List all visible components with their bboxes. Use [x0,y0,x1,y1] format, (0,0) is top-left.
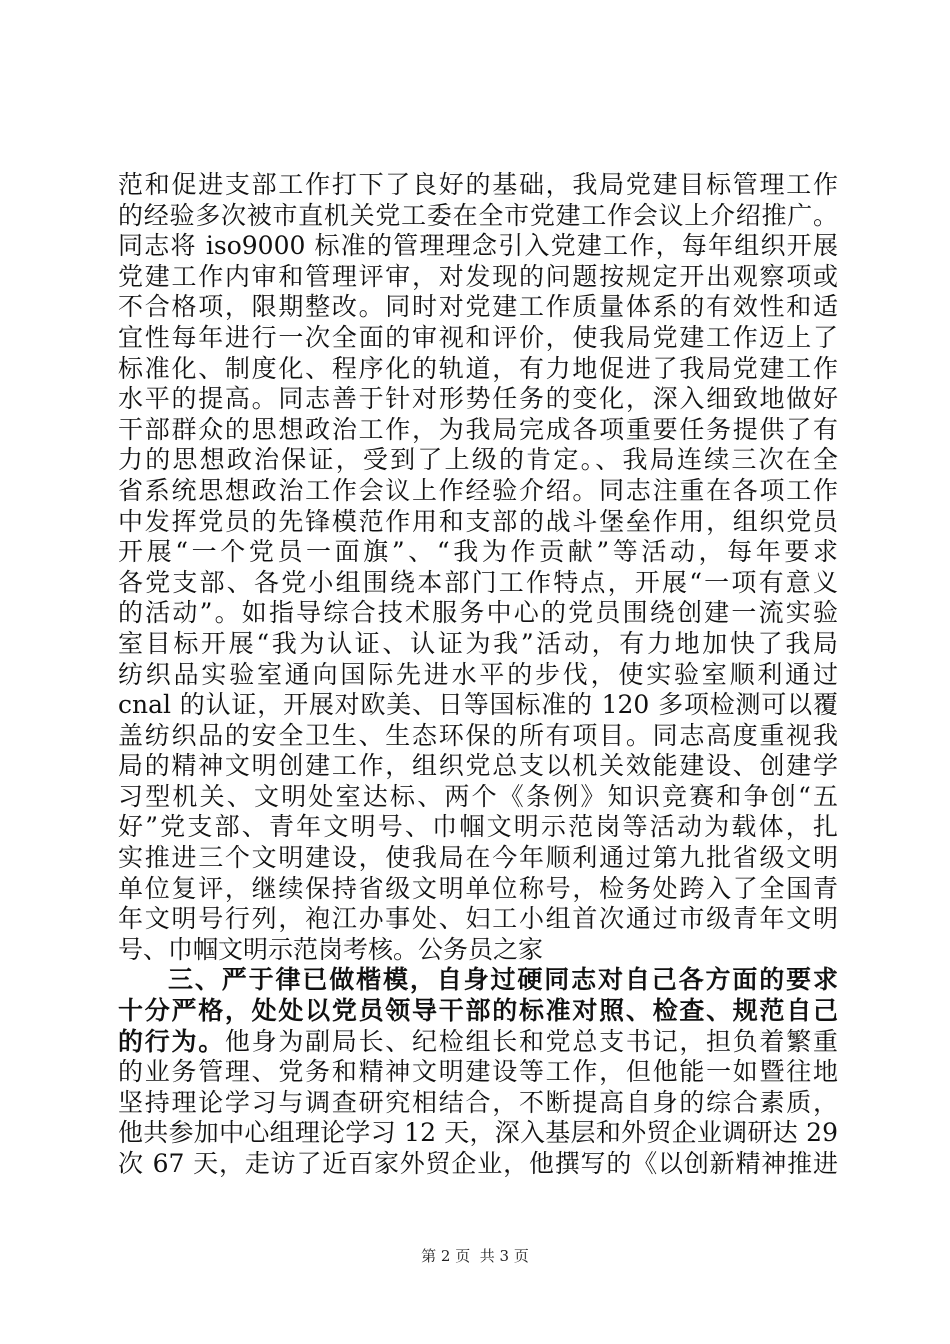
body-line: 不合格项，限期整改。同时对党建工作质量体系的有效性和适 [118,292,838,322]
body-line: 各党支部、各党小组围绕本部门工作特点，开展“一项有意义 [118,567,838,597]
body-line: 次 67 天，走访了近百家外贸企业，他撰写的《以创新精神推进 [118,1149,838,1178]
section-mixed-line [118,1027,838,1058]
body-line: 习型机关、文明处室达标、两个《条例》知识竞赛和争创“五 [118,781,838,811]
body-line: 力的思想政治保证，受到了上级的肯定。、我局连续三次在全 [118,445,838,475]
body-line: 同志将 iso9000 标准的管理理念引入党建工作，每年组织开展 [118,231,838,261]
body-line: 宜性每年进行一次全面的审视和评价，使我局党建工作迈上了 [118,322,838,352]
body-line: 纺织品实验室通向国际先进水平的步伐，使实验室顺利通过 [118,659,838,689]
body-line: 局的精神文明创建工作，组织党总支以机关效能建设、创建学 [118,751,838,781]
section-body-text: 他身为副局长、纪检组长和党总支书记，担负着繁重 [224,1026,838,1056]
body-line: 的业务管理、党务和精神文明建设等工作，但他能一如暨往地 [118,1057,838,1087]
document-body [118,170,838,1180]
body-line: 的活动”。如指导综合技术服务中心的党员围绕创建一流实验 [118,598,838,628]
body-line: 号、巾帼文明示范岗考核。公务员之家 [118,934,544,964]
body-line: cnal 的认证，开展对欧美、日等国标准的 120 多项检测可以覆 [118,690,838,720]
body-line: 的经验多次被市直机关党工委在全市党建工作会议上介绍推广。 [118,200,838,230]
body-line: 盖纺织品的安全卫生、生态环保的所有项目。同志高度重视我 [118,720,838,750]
body-line: 单位复评，继续保持省级文明单位称号，检务处跨入了全国青 [118,873,838,903]
body-line: 省系统思想政治工作会议上作经验介绍。同志注重在各项工作 [118,475,838,505]
body-line: 中发挥党员的先锋模范作用和支部的战斗堡垒作用，组织党员 [118,506,838,536]
body-line: 好”党支部、青年文明号、巾帼文明示范岗等活动为载体，扎 [118,812,838,842]
body-line: 室目标开展“我为认证、认证为我”活动，有力地加快了我局 [118,628,838,658]
body-line: 坚持理论学习与调查研究相结合，不断提高自身的综合素质， [118,1087,838,1117]
body-line: 他共参加中心组理论学习 12 天，深入基层和外贸企业调研达 29 [118,1118,838,1148]
section-heading-tail: 的行为。 [118,1026,225,1056]
body-line: 年文明号行列，袍江办事处、妇工小组首次通过市级青年文明 [118,904,838,934]
body-line: 范和促进支部工作打下了良好的基础，我局党建目标管理工作 [118,170,838,199]
body-line: 干部群众的思想政治工作，为我局完成各项重要任务提供了有 [118,414,838,444]
page-number-footer: 第 2 页 共 3 页 [421,1247,529,1265]
section-heading-line: 十分严格，处处以党员领导干部的标准对照、检查、规范自己 [118,996,838,1026]
section-heading-line: 三、严于律已做楷模，自身过硬同志对自己各方面的要求 [168,965,838,995]
body-line: 实推进三个文明建设，使我局在今年顺利通过第九批省级文明 [118,843,838,873]
body-line: 党建工作内审和管理评审，对发现的问题按规定开出观察项或 [118,261,838,291]
body-line: 水平的提高。同志善于针对形势任务的变化，深入细致地做好 [118,384,838,414]
body-line: 标准化、制度化、程序化的轨道，有力地促进了我局党建工作 [118,353,838,383]
body-line: 开展“一个党员一面旗”、“我为作贡献”等活动，每年要求 [118,537,838,567]
